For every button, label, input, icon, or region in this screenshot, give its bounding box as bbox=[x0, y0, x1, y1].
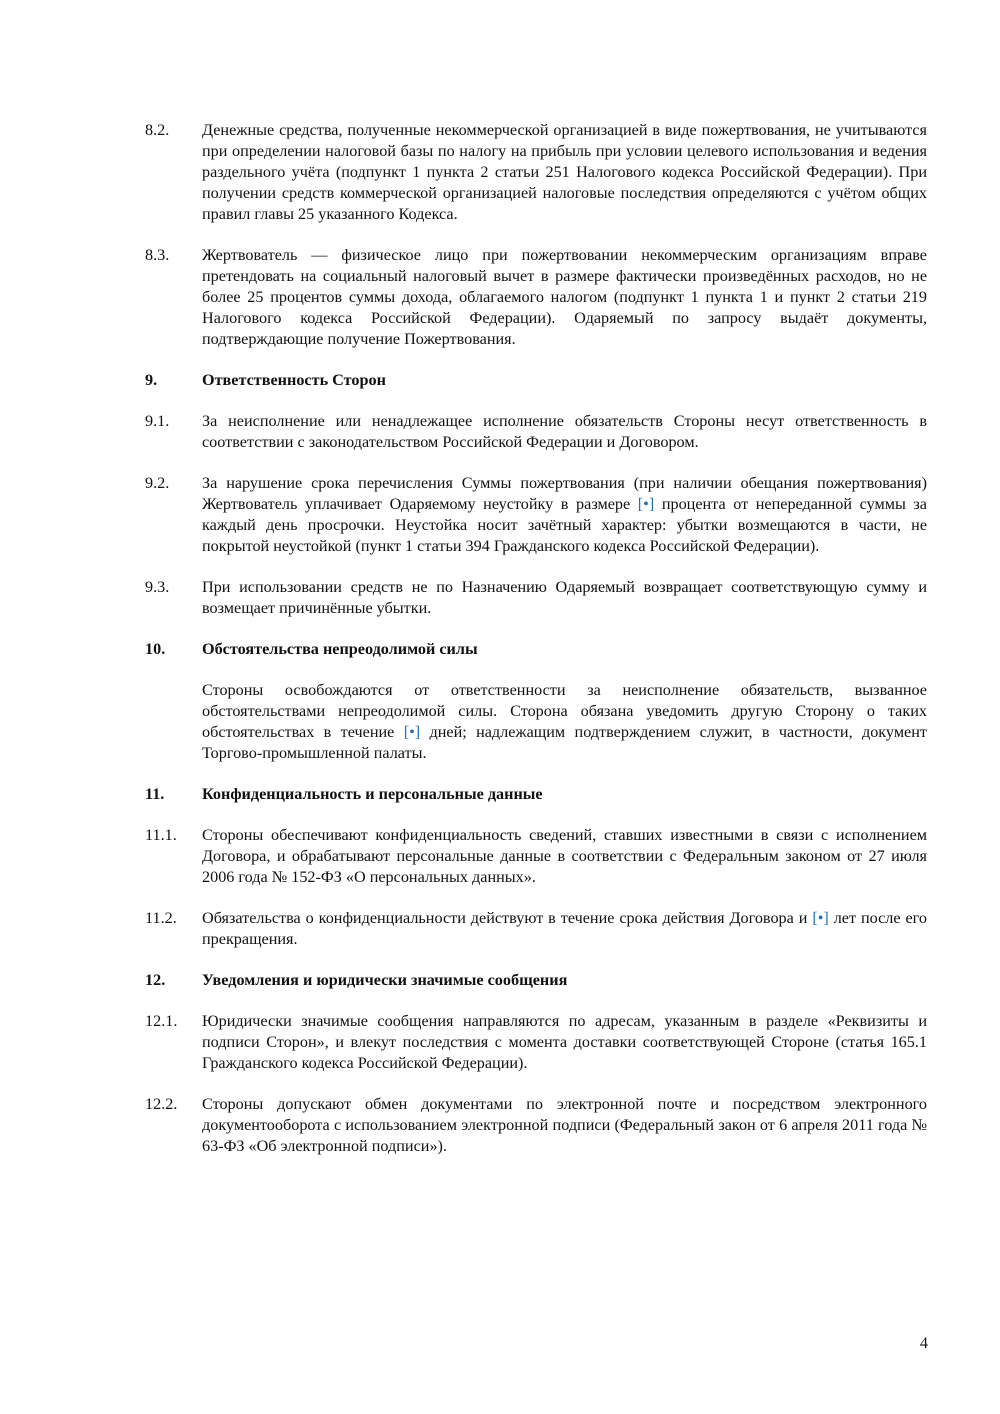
clause-9-2 bbox=[145, 473, 927, 557]
clause-text bbox=[202, 908, 927, 950]
clause-text bbox=[202, 473, 927, 557]
section-heading-11 bbox=[145, 784, 927, 805]
clause-11-2 bbox=[145, 908, 927, 950]
clause-9-1 bbox=[145, 411, 927, 453]
clause-8-2 bbox=[145, 120, 927, 225]
clause-number: 9.3. bbox=[145, 578, 170, 596]
clause-text: Стороны обеспечивают конфиденциальность сведений, ставших известными в связи с исполнением Договора, и обрабатывают персональные данные в соответствии с Федеральным законом от 27 июля 2006 года № 152-ФЗ «О персональных данных». bbox=[202, 826, 927, 886]
clause-text: За неисполнение или ненадлежащее исполнение обязательств Стороны несут ответственность в соответствии с законодательством Российской Федерации и Договором. bbox=[202, 412, 927, 451]
placeholder-field: [•] bbox=[637, 495, 655, 513]
section-title: Конфиденциальность и персональные данные bbox=[202, 785, 543, 803]
section-heading-10 bbox=[145, 639, 927, 660]
clause-text: Денежные средства, полученные некоммерческой организацией в виде пожертвования, не учитываются при определении налоговой базы по налогу на прибыль при условии целевого использования и ведения раздельного учёта (подпункт 1 пункта 2 статьи 251 Налогового кодекса Российской Федерации). При получении средств коммерческой организацией налоговые последствия определяются с учётом общих правил главы 25 указанного Кодекса. bbox=[202, 121, 927, 223]
clause-text-part: процента от непереданной суммы за каждый день просрочки. Неустойка носит зачётный характер: убытки возмещаются в части, не покрытой неустойкой (пункт 1 статьи 394 Гражданского кодекса Российской Федерации). bbox=[202, 495, 927, 555]
clause-number: 12.2. bbox=[145, 1095, 178, 1113]
section-title: Уведомления и юридически значимые сообщения bbox=[202, 971, 568, 989]
clause-number: 8.2. bbox=[145, 121, 170, 139]
clause-text: Юридически значимые сообщения направляются по адресам, указанным в разделе «Реквизиты и подписи Сторон», и влекут последствия с момента доставки соответствующей Стороне (статья 165.1 Гражданского кодекса Российской Федерации). bbox=[202, 1012, 927, 1072]
page-number: 4 bbox=[919, 1334, 928, 1352]
placeholder-field: [•] bbox=[403, 723, 421, 741]
clause-12-2 bbox=[145, 1094, 927, 1157]
clause-12-1 bbox=[145, 1011, 927, 1074]
section-title: Обстоятельства непреодолимой силы bbox=[202, 640, 478, 658]
clause-number: 9.2. bbox=[145, 474, 170, 492]
clause-number: 12.1. bbox=[145, 1012, 178, 1030]
section-number: 9. bbox=[145, 371, 158, 389]
clause-text-part: лет после его прекращения. bbox=[202, 909, 927, 948]
section-number: 10. bbox=[145, 640, 166, 658]
clause-number: 11.2. bbox=[145, 909, 177, 927]
section-title: Ответственность Сторон bbox=[202, 371, 386, 389]
clause-text: Жертвователь — физическое лицо при пожертвовании некоммерческим организациям вправе претендовать на социальный налоговый вычет в размере фактически произведённых расходов, но не более 25 процентов суммы дохода, облагаемого налогом (подпункт 1 пункта 1 и пункт 2 статьи 219 Налогового кодекса Российской Федерации). Одаряемый по запросу выдаёт документы, подтверждающие получение Пожертвования. bbox=[202, 246, 927, 348]
section-number: 11. bbox=[145, 785, 165, 803]
section-heading-12 bbox=[145, 970, 927, 991]
clause-text: Стороны допускают обмен документами по электронной почте и посредством электронного документооборота с использованием электронной подписи (Федеральный закон от 6 апреля 2011 года № 63-ФЗ «Об электронной подписи»). bbox=[202, 1095, 927, 1155]
clause-text-part: За нарушение срока перечисления Суммы пожертвования (при наличии обещания пожертвования) Жертвователь уплачивает Одаряемому неустойку в размере bbox=[202, 474, 927, 513]
paragraph-text-part: Стороны освобождаются от ответственности за неисполнение обязательств, вызванное обстоятельствами непреодолимой силы. Сторона обязана уведомить другую Сторону о таких обстоятельствах в течение bbox=[202, 681, 927, 741]
clause-11-1 bbox=[145, 825, 927, 888]
section-number: 12. bbox=[145, 971, 166, 989]
clause-number: 8.3. bbox=[145, 246, 170, 264]
clause-8-3 bbox=[145, 245, 927, 350]
clause-9-3 bbox=[145, 577, 927, 619]
clause-text: При использовании средств не по Назначению Одаряемый возвращает соответствующую сумму и возмещает причинённые убытки. bbox=[202, 578, 927, 617]
document-page bbox=[145, 120, 927, 1177]
clause-number: 11.1. bbox=[145, 826, 177, 844]
paragraph-text-part: дней; надлежащим подтверждением служит, в частности, документ Торгово-промышленной палаты. bbox=[202, 723, 927, 762]
section-heading-9 bbox=[145, 370, 927, 391]
placeholder-field: [•] bbox=[812, 909, 829, 927]
clause-number: 9.1. bbox=[145, 412, 170, 430]
clause-text-part: Обязательства о конфиденциальности действуют в течение срока действия Договора и bbox=[202, 909, 813, 927]
paragraph-force-majeure bbox=[202, 680, 927, 764]
